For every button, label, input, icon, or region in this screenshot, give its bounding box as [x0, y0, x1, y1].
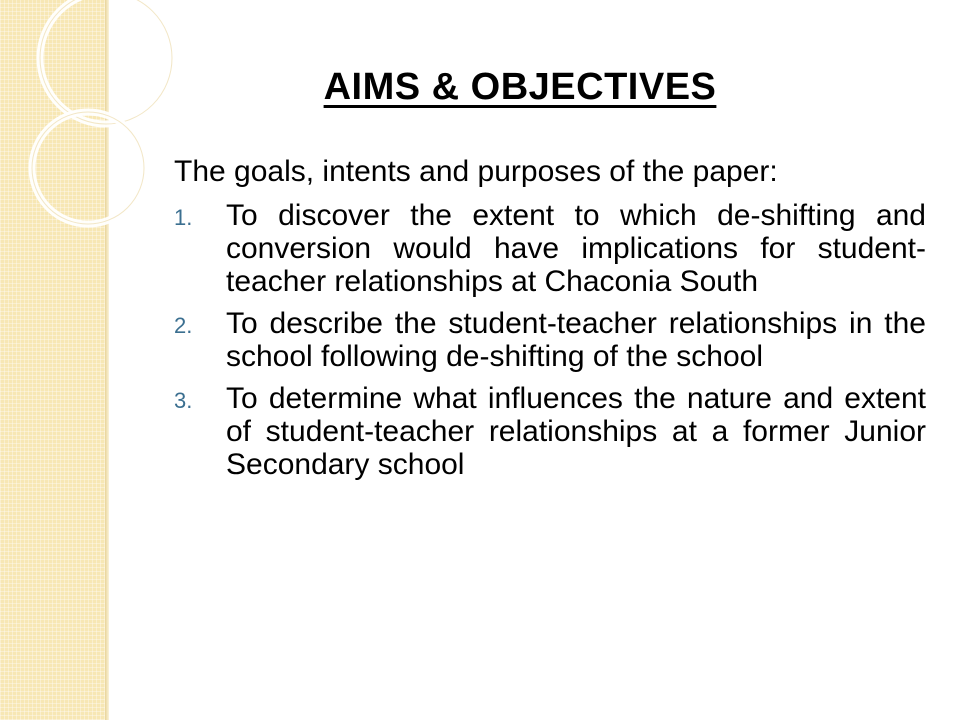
- slide-title: AIMS & OBJECTIVES: [323, 66, 717, 108]
- list-item-number: 3.: [174, 388, 193, 413]
- list-item-number: 1.: [174, 205, 193, 230]
- list-item-text: To describe the student-teacher relationships in the school following de-shifting of the school: [226, 307, 926, 373]
- list-item: [174, 307, 926, 373]
- list-item-number: 2.: [174, 313, 193, 338]
- list-item-text: To determine what influences the nature and extent of student-teacher relationships at a former Junior Secondary school: [226, 382, 926, 481]
- intro-text: The goals, intents and purposes of the paper:: [174, 155, 778, 188]
- list-item: [174, 382, 926, 481]
- objectives-list: [174, 199, 926, 490]
- list-item-text: To discover the extent to which de-shifting and conversion would have implications for student-teacher relationships at Chaconia South: [226, 199, 926, 298]
- list-item: [174, 199, 926, 298]
